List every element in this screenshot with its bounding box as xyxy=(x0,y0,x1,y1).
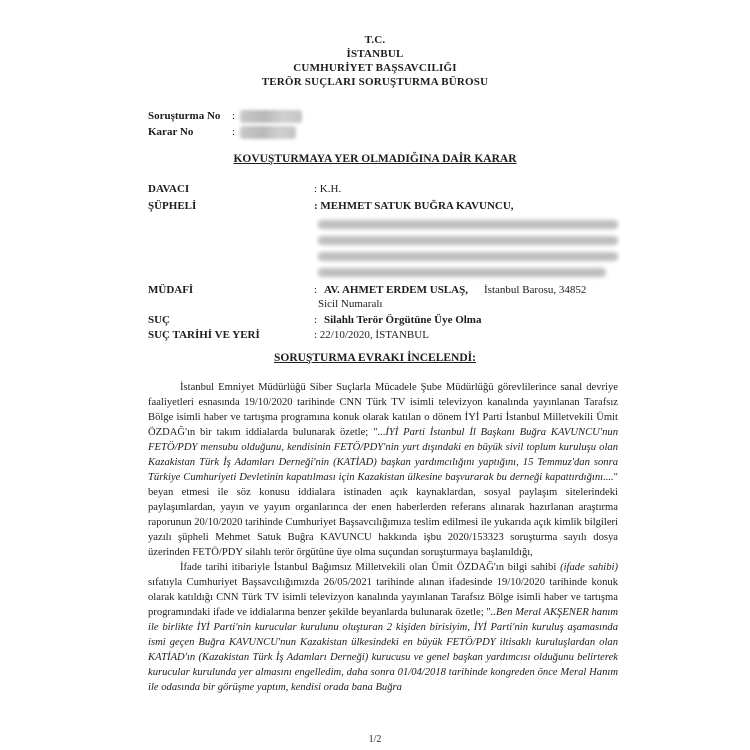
redacted-suspect-line-4 xyxy=(318,268,606,277)
para2-text-b: sıfatıyla Cumhuriyet Başsavcılığımızda 26/05/2021 tarihinde alınan ifadesinde 19/10/2020 tarihinde konuk olarak katıldığı CNN Türk TV isimli televizyon kanalında yayınlanan Tarafsız Bölge isimli haber ve tartışma programındaki ifade ve iddialarına benzer şekilde beyanlarda bulunarak özetle; " xyxy=(148,577,618,618)
body-text xyxy=(148,380,618,695)
header-office: CUMHURİYET BAŞSAVCILIĞI xyxy=(293,62,457,74)
decision-no-colon: : xyxy=(232,126,236,138)
suspect-label: ŞÜPHELİ xyxy=(148,200,197,212)
section-title: SORUŞTURMA EVRAKI İNCELENDİ: xyxy=(274,352,476,364)
para1-text-b: " beyan etmesi ile söz konusu iddialara istinaden açık kaynaklardan, sosyal paylaşım sitelerindeki paylaşımlardan, yayın ve yayım organlarınca der enen haberlerden referans alınarak hazırlanan araştırma raporunun 20/10/2020 tarihinde Cumhuriyet Başsavcılığımıza teslim edilmesi ile yukarıda açık kimlik bilgileri yazılı şüpheli Mehmet Satuk Buğra KAVUNCU hakkında işbu 2020/153323 soruşturma sayılı dosya üzerinden FETÖ/PDY silahlı terör örgütüne üye olma suçundan soruşturmaya başlanıldığı, xyxy=(148,472,618,558)
counsel-name: AV. AHMET ERDEM USLAŞ, xyxy=(324,284,468,296)
para1-text-a: İstanbul Emniyet Müdürlüğü Siber Suçlarla Mücadele Şube Müdürlüğü görevlilerince sanal devriye faaliyetleri esnasında 19/10/2020 tarihinde CNN Türk TV isimli televizyon kanalında yayınlanan Tarafsız Bölge isimli haber ve tartışma programına konuk olarak katılan o dönem İYİ Parti İstanbul Milletvekili Ümit ÖZDAĞ'ın bir takım iddialarda bulunarak özetle; "... xyxy=(148,382,618,438)
counsel-registry: Sicil Numaralı xyxy=(318,298,383,310)
paragraph-2 xyxy=(148,560,618,695)
investigation-no-label: Soruşturma No xyxy=(148,110,221,122)
page-number: 1/2 xyxy=(368,734,382,745)
paragraph-1 xyxy=(148,380,618,560)
suspect-value: : MEHMET SATUK BUĞRA KAVUNCU, xyxy=(314,200,514,212)
redacted-suspect-line-3 xyxy=(318,252,618,261)
crime-value: Silahlı Terör Örgütüne Üye Olma xyxy=(324,314,482,326)
decision-no-label: Karar No xyxy=(148,126,194,138)
header-bureau: TERÖR SUÇLARI SORUŞTURMA BÜROSU xyxy=(261,76,489,88)
counsel-bar: İstanbul Barosu, 34852 xyxy=(484,284,587,296)
crime-date-value: : 22/10/2020, İSTANBUL xyxy=(314,329,429,341)
redacted-suspect-line-1 xyxy=(318,220,618,229)
crime-date-label: SUÇ TARİHİ VE YERİ xyxy=(148,329,260,341)
redacted-suspect-line-2 xyxy=(318,236,618,245)
investigation-no-colon: : xyxy=(232,110,236,122)
redacted-decision-no xyxy=(240,126,296,139)
counsel-colon: : xyxy=(314,284,318,296)
plaintiff-label: DAVACI xyxy=(148,183,190,195)
decision-title: KOVUŞTURMAYA YER OLMADIĞINA DAİR KARAR xyxy=(233,153,517,165)
header-tc: T.C. xyxy=(364,34,386,46)
header-city: İSTANBUL xyxy=(346,48,404,60)
para2-text-a: İfade tarihi itibariyle İstanbul Bağımsız Milletvekili olan Ümit ÖZDAĞ'ın bilgi sahibi xyxy=(180,562,561,573)
para1-quote: İYİ Parti İstanbul İl Başkanı Buğra KAVUNCU'nun FETÖ/PDY mensubu olduğunu, kendisinin FETÖ/PDY'nin yurt dışındaki en büyük sivil toplum kuruluşu olan Kazakistan Türk İş Adamları Derneği'nin (KATİAD) başkan yardımcılığını yaptığını, 15 Temmuz'dan sonra Türkiye Cumhuriyeti Devletinin kapatılması için Kazakistan ülkesine başvurarak bu derneği kapattırdığını.... xyxy=(148,427,618,483)
para2-role: (ifade sahibi) xyxy=(560,562,618,573)
para2-quote: ..Ben Meral AKŞENER hanım ile birlikte İYİ Parti'nin kurucular kurulunu oluşturan 2 kişiden birisiyim, İYİ Parti'nin kuruluş aşamasında ismi geçen Buğra KAVUNCU'nun Kazakistan ülkesindeki en büyük FETÖ/PDY iltisaklı kuruluşlardan olan KATİAD'ın (Kazakistan Türk İş Adamları Derneği) kurucusu ve genel başkan yardımcısı olduğunu belirterek kurucular kurulunda yer almasını engelledim, daha sonra 01/04/2018 tarihinde kongreden önce Meral Hanım ile odasında bir görüşme yaptım, kendisi orada bana Buğra xyxy=(148,607,618,693)
crime-label: SUÇ xyxy=(148,314,171,326)
crime-colon: : xyxy=(314,314,318,326)
plaintiff-value: : K.H. xyxy=(314,183,342,195)
redacted-investigation-no xyxy=(240,110,302,123)
counsel-label: MÜDAFİ xyxy=(148,284,194,296)
